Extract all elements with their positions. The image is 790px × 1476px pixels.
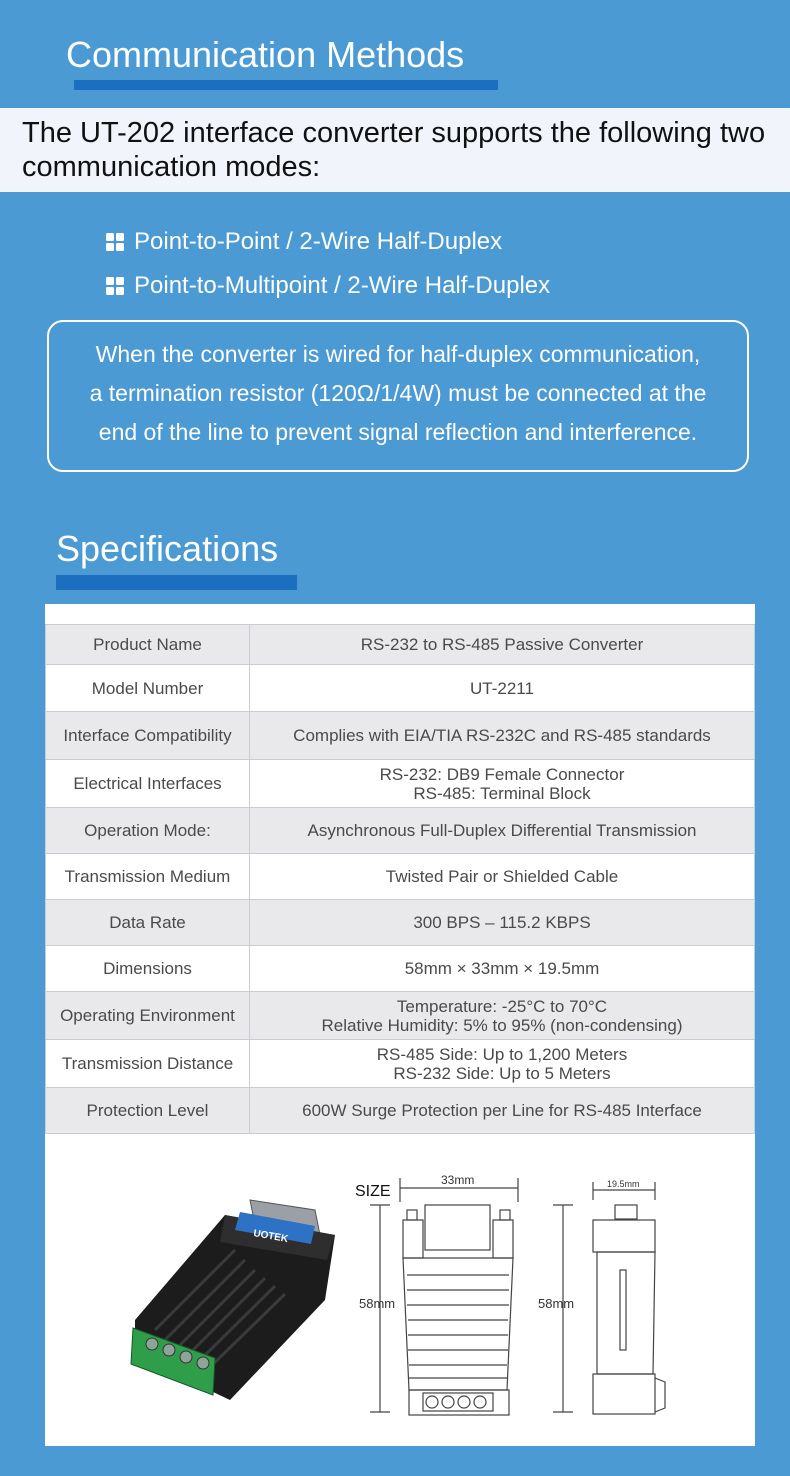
spec-value-line: Twisted Pair or Shielded Cable	[385, 867, 619, 886]
table-row	[46, 625, 755, 665]
height-label: 58mm	[538, 1296, 575, 1311]
spec-value	[250, 625, 755, 665]
note-line: a termination resistor (120Ω/1/4W) must be connected at the	[89, 380, 707, 406]
spec-label: Model Number	[46, 665, 250, 712]
grid-bullet-icon	[106, 233, 124, 251]
spec-label: Transmission Distance	[46, 1040, 250, 1088]
spec-value	[250, 1088, 755, 1134]
spec-value-line: Temperature: -25°C to 70°C	[396, 996, 608, 1016]
title-underline	[74, 80, 498, 90]
spec-value-line: RS-232 Side: Up to 5 Meters	[393, 1063, 611, 1083]
spec-value-line: RS-485 Side: Up to 1,200 Meters	[376, 1044, 628, 1064]
section-title-specifications: Specifications	[56, 528, 279, 569]
spec-value-line: 300 BPS – 115.2 KBPS	[413, 913, 591, 932]
brand-label: UOTEK	[252, 1228, 289, 1246]
table-row	[46, 1040, 755, 1088]
spec-value-line: 600W Surge Protection per Line for RS-485 Interface	[302, 1101, 702, 1120]
spec-value-line: Asynchronous Full-Duplex Differential Transmission	[307, 821, 697, 840]
spec-value-line: 58mm × 33mm × 19.5mm	[404, 959, 600, 978]
spec-value-line: Complies with EIA/TIA RS-232C and RS-485 standards	[293, 726, 711, 745]
spec-value	[250, 854, 755, 900]
intro-text: The UT-202 interface converter supports the following two communication modes:	[22, 117, 766, 183]
spec-value	[250, 900, 755, 946]
spec-value-line: RS-232 to RS-485 Passive Converter	[360, 635, 644, 654]
spec-label: Operation Mode:	[46, 808, 250, 854]
table-row	[46, 946, 755, 992]
depth-label: 19.5mm	[607, 1179, 640, 1189]
mode-label: Point-to-Point / 2-Wire Half-Duplex	[134, 228, 503, 255]
spec-value	[250, 992, 755, 1040]
spec-value	[250, 1040, 755, 1088]
note-line: end of the line to prevent signal reflection and interference.	[98, 419, 698, 445]
front-view-drawing	[355, 1173, 518, 1415]
spec-label: Dimensions	[46, 946, 250, 992]
product-figure	[45, 1150, 755, 1446]
converter-photo	[131, 1200, 335, 1400]
table-row	[46, 900, 755, 946]
spec-value	[250, 760, 755, 808]
table-row	[46, 854, 755, 900]
note-text	[47, 335, 749, 452]
mode-label: Point-to-Multipoint / 2-Wire Half-Duplex	[134, 272, 551, 299]
spec-value-line: Relative Humidity: 5% to 95% (non-condensing)	[321, 1015, 683, 1035]
spec-table	[45, 624, 755, 1134]
note-line: When the converter is wired for half-duplex communication,	[95, 341, 701, 367]
spec-label: Transmission Medium	[46, 854, 250, 900]
spec-label: Protection Level	[46, 1088, 250, 1134]
table-row	[46, 760, 755, 808]
table-row	[46, 808, 755, 854]
product-diagram	[45, 1150, 755, 1446]
spec-label: Product Name	[46, 625, 250, 665]
spec-value	[250, 712, 755, 760]
table-row	[46, 712, 755, 760]
section-title-communication: Communication Methods	[66, 34, 465, 75]
spec-value-line: RS-485: Terminal Block	[413, 783, 591, 803]
side-view-drawing	[538, 1179, 665, 1414]
grid-bullet-icon	[106, 277, 124, 295]
title-underline	[56, 575, 297, 590]
spec-value	[250, 808, 755, 854]
list-item	[106, 220, 550, 264]
spec-value	[250, 946, 755, 992]
list-item	[106, 264, 550, 308]
spec-label: Electrical Interfaces	[46, 760, 250, 808]
table-row	[46, 665, 755, 712]
spec-value	[250, 665, 755, 712]
spec-value-line: UT-2211	[470, 678, 534, 698]
width-label: 33mm	[441, 1173, 475, 1187]
height-label: 58mm	[359, 1296, 396, 1311]
spec-value-line: RS-232: DB9 Female Connector	[379, 764, 625, 784]
size-label: SIZE	[355, 1183, 391, 1200]
spec-label: Operating Environment	[46, 992, 250, 1040]
table-row	[46, 1088, 755, 1134]
spec-label: Data Rate	[46, 900, 250, 946]
table-row	[46, 992, 755, 1040]
mode-list	[106, 220, 550, 308]
spec-label: Interface Compatibility	[46, 712, 250, 760]
